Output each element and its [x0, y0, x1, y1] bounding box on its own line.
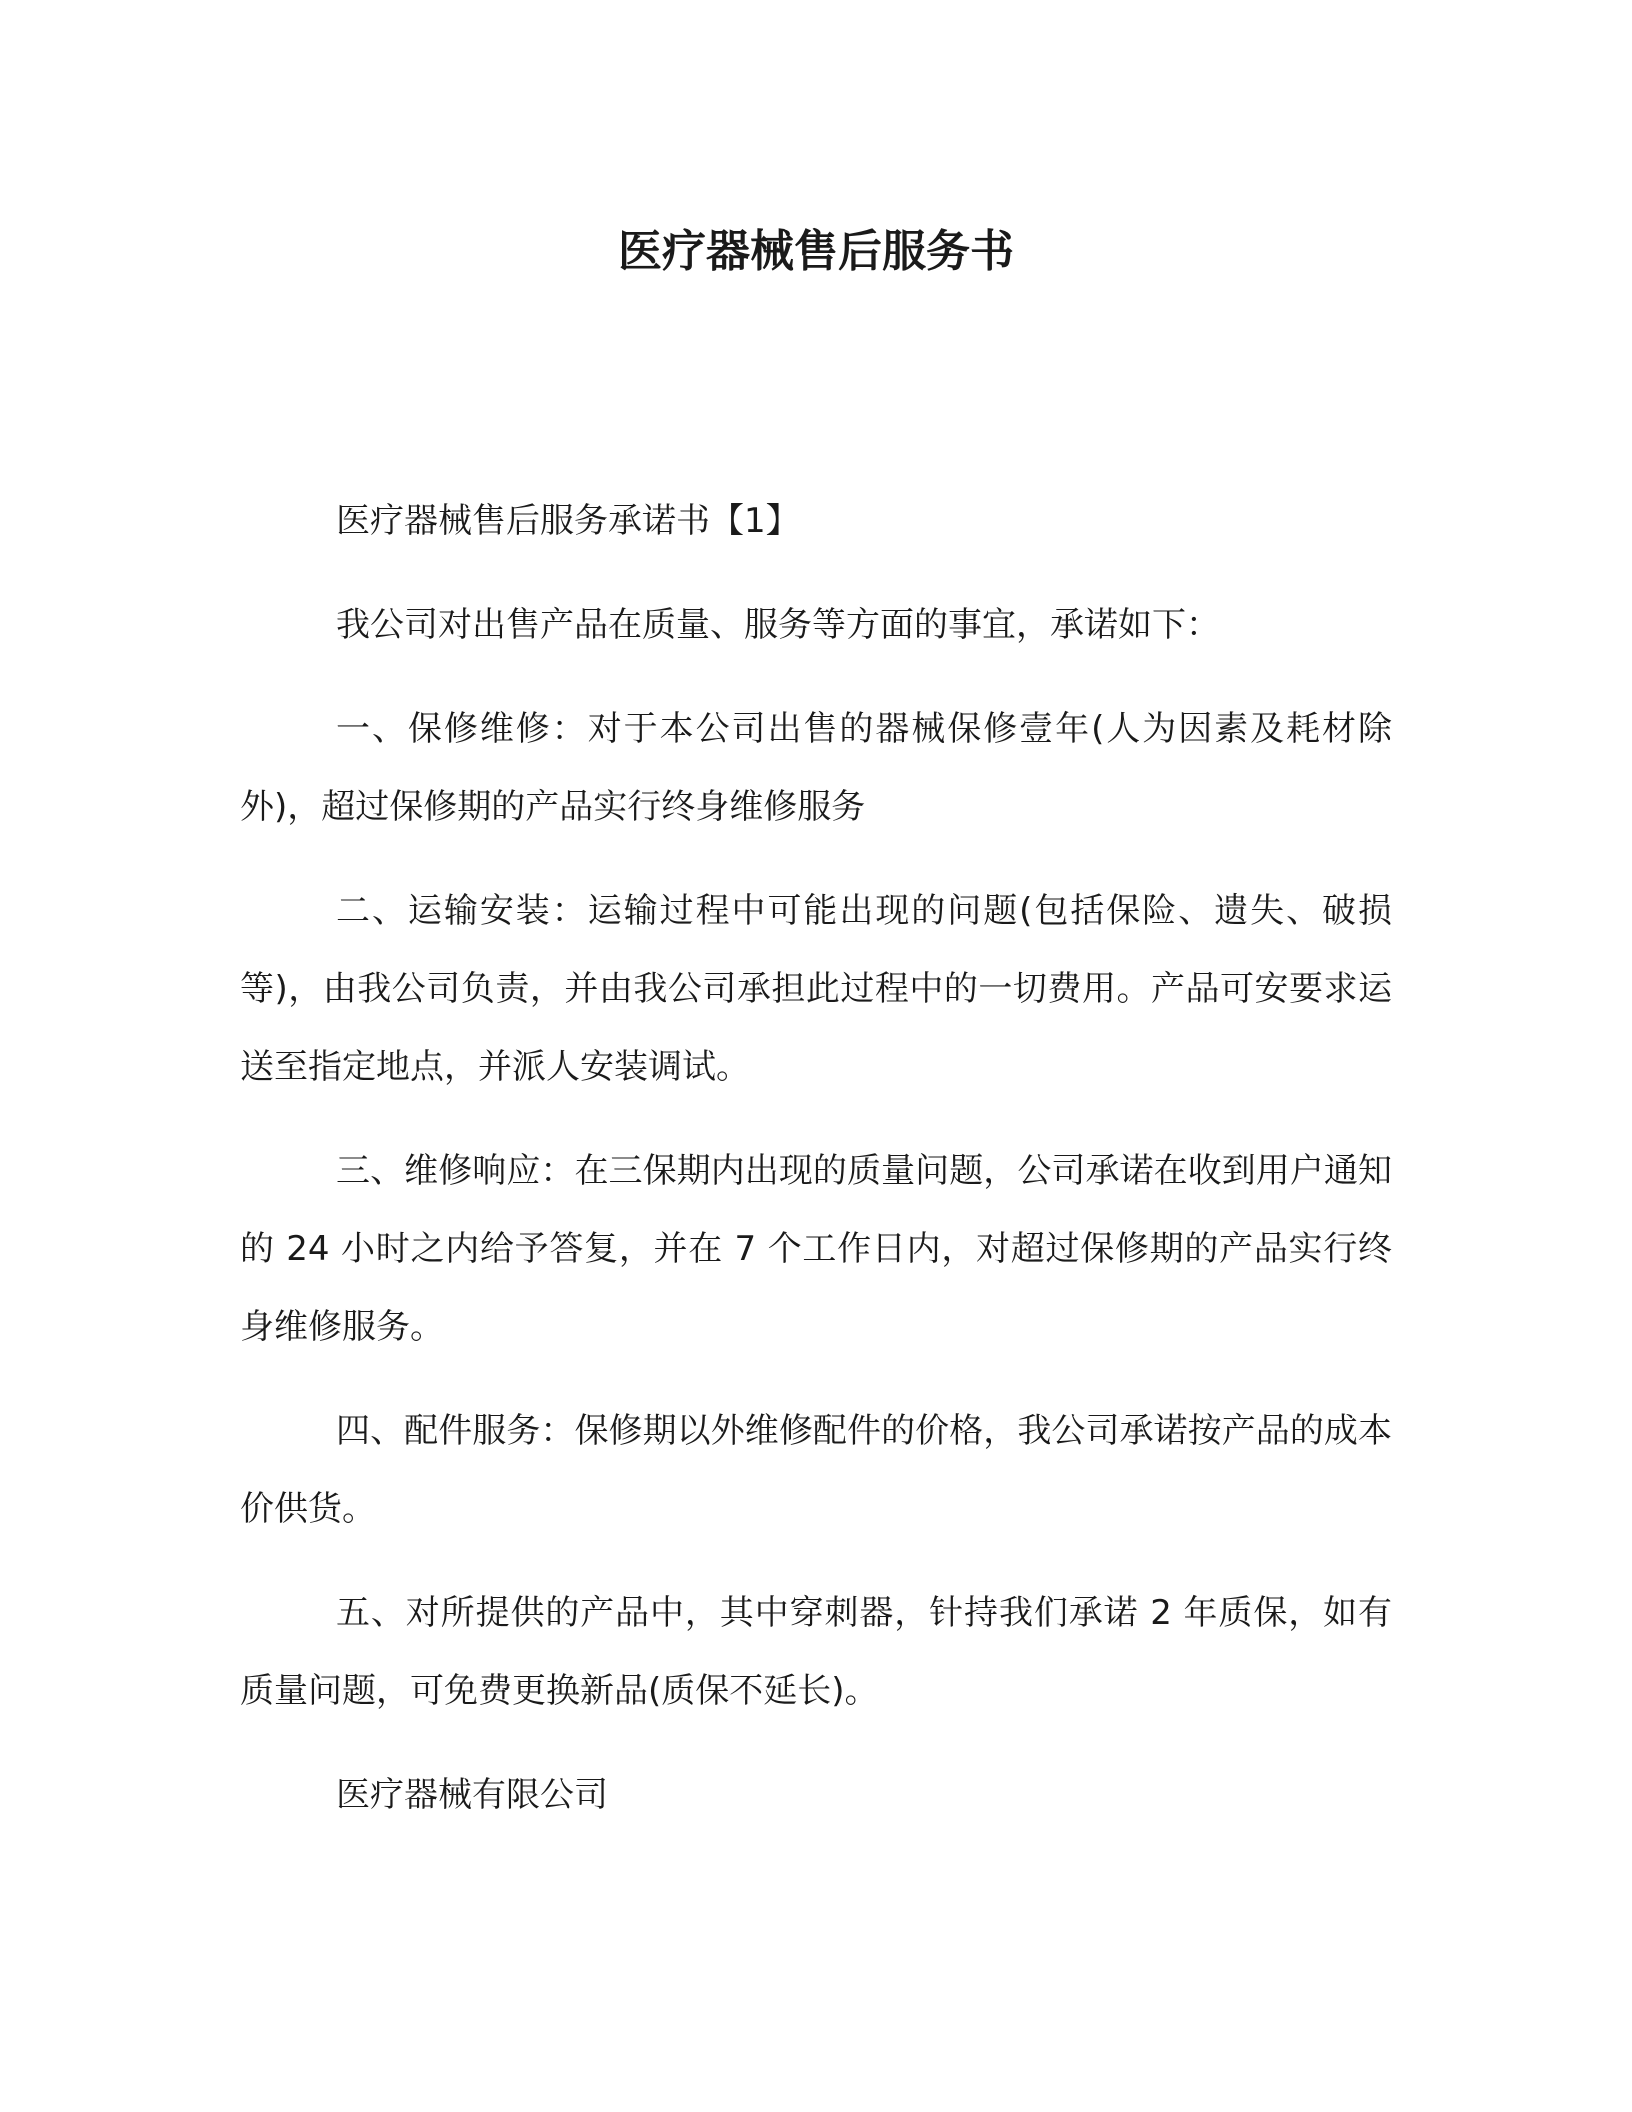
item-repair-response: 三、维修响应：在三保期内出现的质量问题，公司承诺在收到用户通知的 24 小时之内给予答复，并在 7 个工作日内，对超过保修期的产品实行终身维修服务。 — [240, 1151, 1392, 1347]
item-parts-service: 四、配件服务：保修期以外维修配件的价格，我公司承诺按产品的成本价供货。 — [240, 1411, 1392, 1529]
company-signature: 医疗器械有限公司 — [336, 1775, 608, 1815]
document-title: 医疗器械售后服务书 — [618, 226, 1014, 277]
section-heading: 医疗器械售后服务承诺书【1】 — [336, 501, 800, 541]
paragraph-gap — [240, 1548, 1392, 1574]
paragraph-gap — [240, 1730, 1392, 1756]
item-warranty: 一、保修维修：对于本公司出售的器械保修壹年(人为因素及耗材除外)，超过保修期的产品实行终身维修服务 — [240, 709, 1392, 827]
item-quality-guarantee: 五、对所提供的产品中，其中穿刺器，针持我们承诺 2 年质保，如有质量问题，可免费更换新品(质保不延长)。 — [240, 1593, 1392, 1711]
paragraph-gap — [240, 846, 1392, 872]
item-transport: 二、运输安装：运输过程中可能出现的问题(包括保险、遗失、破损等)，由我公司负责，并由我公司承担此过程中的一切费用。产品可安要求运送至指定地点，并派人安装调试。 — [240, 891, 1392, 1087]
document-body — [240, 482, 1392, 1834]
paragraph-gap — [240, 1106, 1392, 1132]
paragraph-gap — [240, 1366, 1392, 1392]
intro-paragraph: 我公司对出售产品在质量、服务等方面的事宜，承诺如下： — [336, 605, 1220, 645]
paragraph-gap — [240, 560, 1392, 586]
paragraph-gap — [240, 664, 1392, 690]
